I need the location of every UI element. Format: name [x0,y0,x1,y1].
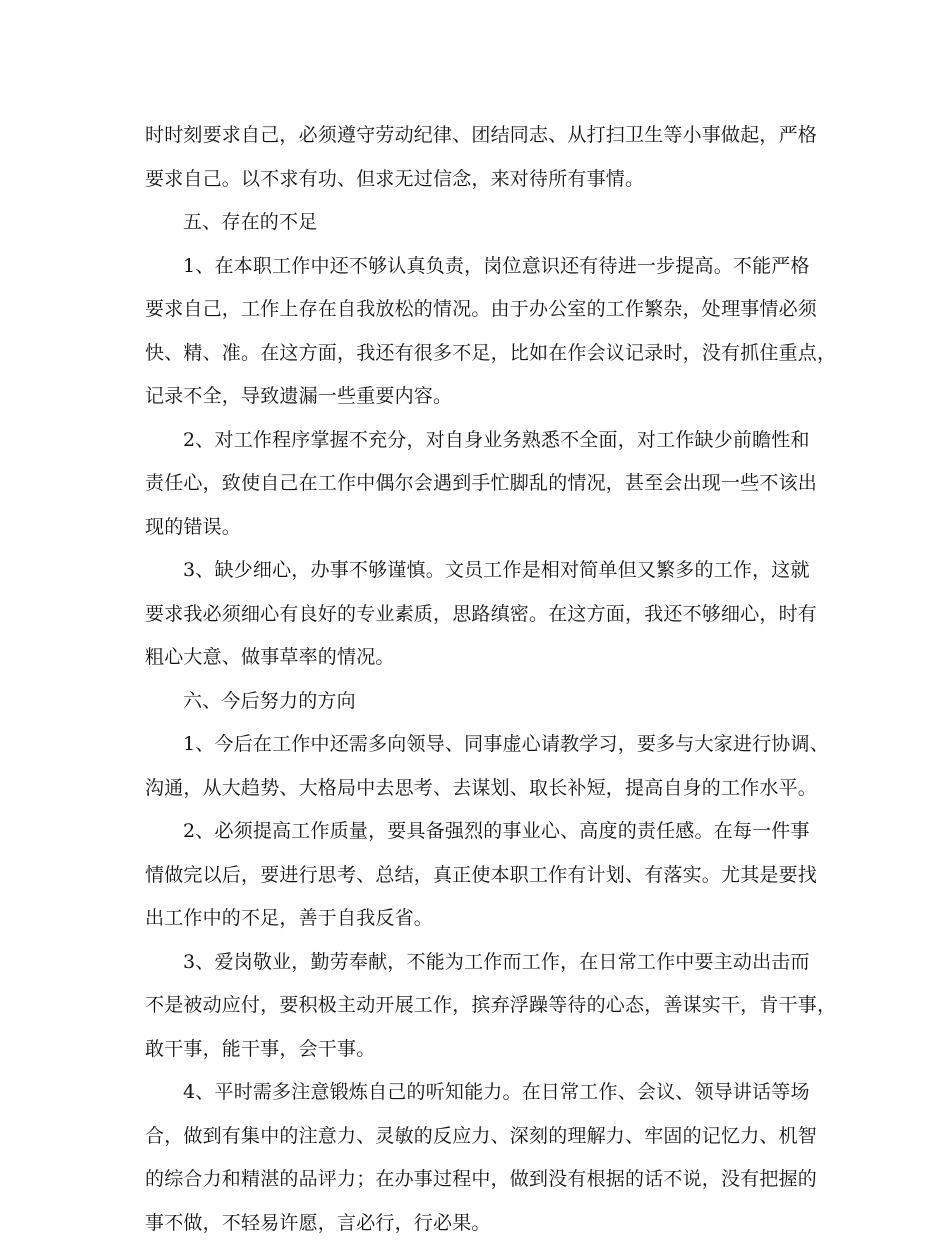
text-line: 粗心大意、做事草率的情况。 [145,636,807,680]
paragraph-first-line: 3、缺少细心，办事不够谨慎。文员工作是相对简单但又繁多的工作，这就 [145,549,807,593]
text-line: 要求自己。以不求有功、但求无过信念，来对待所有事情。 [145,158,807,202]
text-line: 时时刻要求自己，必须遵守劳动纪律、团结同志、从打扫卫生等小事做起，严格 [145,114,807,158]
text-line: 敢干事，能干事，会干事。 [145,1028,807,1072]
text-line: 出工作中的不足，善于自我反省。 [145,897,807,941]
text-line: 快、精、准。在这方面，我还有很多不足，比如在作会议记录时，没有抓住重点， [145,332,807,376]
section-heading: 六、今后努力的方向 [145,680,807,724]
text-line: 沟通，从大趋势、大格局中去思考、去谋划、取长补短，提高自身的工作水平。 [145,767,807,811]
text-line: 不是被动应付，要积极主动开展工作，摈弃浮躁等待的心态，善谋实干，肯干事， [145,984,807,1028]
text-line: 事不做，不轻易许愿，言必行，行必果。 [145,1202,807,1245]
text-line: 责任心，致使自己在工作中偶尔会遇到手忙脚乱的情况，甚至会出现一些不该出 [145,462,807,506]
paragraph-first-line: 2、对工作程序掌握不充分，对自身业务熟悉不全面，对工作缺少前瞻性和 [145,419,807,463]
text-line: 合，做到有集中的注意力、灵敏的反应力、深刻的理解力、牢固的记忆力、机智 [145,1115,807,1159]
paragraph-first-line: 2、必须提高工作质量，要具备强烈的事业心、高度的责任感。在每一件事 [145,810,807,854]
text-line: 要求我必须细心有良好的专业素质，思路缜密。在这方面，我还不够细心，时有 [145,593,807,637]
document-body [145,114,807,1245]
paragraph-first-line: 4、平时需多注意锻炼自己的听知能力。在日常工作、会议、领导讲话等场 [145,1071,807,1115]
text-line: 情做完以后，要进行思考、总结，真正使本职工作有计划、有落实。尤其是要找 [145,854,807,898]
text-line: 要求自己，工作上存在自我放松的情况。由于办公室的工作繁杂，处理事情必须 [145,288,807,332]
text-line: 记录不全，导致遗漏一些重要内容。 [145,375,807,419]
text-line: 现的错误。 [145,506,807,550]
paragraph-first-line: 3、爱岗敬业，勤劳奉献，不能为工作而工作，在日常工作中要主动出击而 [145,941,807,985]
section-heading: 五、存在的不足 [145,201,807,245]
paragraph-first-line: 1、今后在工作中还需多向领导、同事虚心请教学习，要多与大家进行协调、 [145,723,807,767]
text-line: 的综合力和精湛的品评力；在办事过程中，做到没有根据的话不说，没有把握的 [145,1158,807,1202]
paragraph-first-line: 1、在本职工作中还不够认真负责，岗位意识还有待进一步提高。不能严格 [145,245,807,289]
